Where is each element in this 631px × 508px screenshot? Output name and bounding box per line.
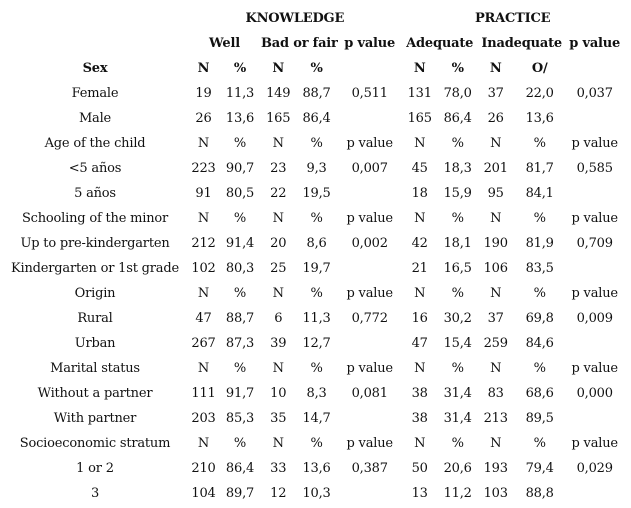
cell-bad-pct: 88,7	[302, 86, 331, 101]
cell-practice-p-value: 0,009	[576, 311, 613, 326]
column-header-bad-n: N	[272, 436, 284, 451]
table-row	[2, 331, 624, 356]
cell-well-n: 91	[195, 186, 212, 201]
cell-well-n: 267	[191, 336, 216, 351]
row-label: Kindergarten or 1st grade	[11, 261, 179, 276]
column-header-well-pct: %	[233, 436, 247, 451]
cell-adequate-n: 42	[411, 236, 428, 251]
column-header-bad-pct: %	[310, 361, 323, 376]
cell-inadequate-pct: 13,6	[525, 111, 554, 126]
cell-well-pct: 91,7	[225, 386, 255, 401]
cell-bad-pct: 9,3	[306, 161, 327, 176]
section-title: Origin	[74, 286, 116, 301]
cell-adequate-n: 18	[411, 186, 428, 201]
sub-header-well: Well	[209, 36, 240, 51]
cell-inadequate-n: 201	[483, 161, 508, 176]
cell-inadequate-n: 193	[483, 461, 508, 476]
column-header-inadequate-pct: %	[533, 436, 546, 451]
cell-inadequate-n: 103	[483, 486, 508, 501]
column-header-adequate-pct: %	[451, 136, 464, 151]
column-header-bad-pct: %	[310, 286, 323, 301]
cell-practice-p-value: 0,037	[576, 86, 613, 101]
cell-well-pct: 80,5	[225, 186, 255, 201]
cell-inadequate-pct: 84,6	[525, 336, 554, 351]
column-header-well-pct: %	[233, 61, 247, 76]
cell-adequate-n: 47	[411, 336, 428, 351]
column-header-bad-pct: %	[310, 61, 323, 76]
column-header-practice-p-value: p value	[571, 436, 618, 451]
cell-practice-p-value	[566, 256, 624, 281]
sub-header-adequate: Adequate	[406, 36, 474, 51]
cell-practice-p-value: 0,000	[576, 386, 613, 401]
table-row	[2, 456, 624, 481]
row-label: Up to pre-kindergarten	[20, 236, 170, 251]
cell-knowledge-p-value: 0,002	[351, 236, 388, 251]
column-header-well-pct: %	[233, 136, 247, 151]
row-label: Female	[71, 86, 119, 101]
cell-inadequate-pct: 68,6	[525, 386, 554, 401]
section-header-row	[2, 206, 624, 231]
cell-bad-n: 35	[270, 411, 287, 426]
section-header-row	[2, 131, 624, 156]
cell-adequate-n: 38	[411, 386, 428, 401]
row-label: Urban	[74, 336, 116, 351]
cell-knowledge-p-value	[338, 481, 402, 506]
cell-practice-p-value	[566, 481, 624, 506]
cell-inadequate-n: 106	[483, 261, 508, 276]
table-row	[2, 381, 624, 406]
cell-well-pct: 90,7	[225, 161, 255, 176]
cell-practice-p-value: 0,709	[576, 236, 613, 251]
column-header-adequate-pct: %	[451, 436, 464, 451]
row-label: 1 or 2	[76, 461, 114, 476]
row-label: 3	[90, 486, 100, 501]
table-row	[2, 181, 624, 206]
cell-inadequate-n: 213	[483, 411, 508, 426]
cell-bad-n: 25	[270, 261, 287, 276]
column-header-inadequate-n: N	[490, 136, 502, 151]
cell-adequate-n: 50	[411, 461, 428, 476]
cell-well-n: 26	[195, 111, 212, 126]
cell-bad-n: 39	[270, 336, 287, 351]
column-header-bad-n: N	[272, 211, 284, 226]
sub-header-row	[2, 31, 624, 56]
cell-practice-p-value	[566, 406, 624, 431]
column-header-knowledge-p-value: p value	[346, 136, 393, 151]
column-header-inadequate-n: N	[490, 211, 502, 226]
cell-adequate-pct: 20,6	[443, 461, 472, 476]
cell-well-pct: 86,4	[225, 461, 255, 476]
cell-well-n: 47	[195, 311, 212, 326]
empty-cell	[2, 31, 188, 56]
row-label: Male	[78, 111, 112, 126]
column-header-practice-p-value: p value	[571, 211, 618, 226]
cell-well-pct: 11,3	[225, 86, 255, 101]
cell-adequate-pct: 31,4	[443, 411, 472, 426]
cell-inadequate-n: 83	[487, 386, 504, 401]
group-header-practice: PRACTICE	[474, 11, 551, 26]
cell-knowledge-p-value	[338, 106, 402, 131]
row-label: 5 años	[74, 186, 116, 201]
cell-well-pct: 80,3	[225, 261, 255, 276]
cell-inadequate-pct: 69,8	[525, 311, 554, 326]
cell-knowledge-p-value: 0,511	[351, 86, 388, 101]
cell-adequate-pct: 18,3	[443, 161, 472, 176]
cell-bad-n: 22	[270, 186, 287, 201]
knowledge-practice-table	[2, 6, 624, 506]
cell-practice-p-value	[566, 106, 624, 131]
cell-inadequate-pct: 81,7	[525, 161, 554, 176]
cell-bad-pct: 19,5	[302, 186, 331, 201]
section-header-row	[2, 56, 624, 81]
cell-well-pct: 88,7	[225, 311, 255, 326]
cell-adequate-pct: 11,2	[443, 486, 472, 501]
cell-adequate-pct: 15,9	[443, 186, 472, 201]
row-label: Rural	[77, 311, 113, 326]
cell-adequate-pct: 15,4	[443, 336, 472, 351]
column-header-well-pct: %	[233, 361, 247, 376]
table-row	[2, 256, 624, 281]
cell-bad-n: 10	[270, 386, 287, 401]
cell-adequate-pct: 16,5	[443, 261, 472, 276]
table-row	[2, 106, 624, 131]
cell-well-pct: 89,7	[225, 486, 255, 501]
column-header-well-n: N	[197, 361, 210, 376]
cell-inadequate-pct: 84,1	[525, 186, 554, 201]
section-title: Socioeconomic stratum	[19, 436, 171, 451]
column-header-adequate-pct: %	[451, 361, 464, 376]
column-header-inadequate-n: N	[490, 361, 502, 376]
cell-adequate-pct: 78,0	[443, 86, 472, 101]
column-header-adequate-n: N	[414, 361, 426, 376]
cell-adequate-pct: 31,4	[443, 386, 472, 401]
cell-practice-p-value	[566, 181, 624, 206]
column-header-well-pct: %	[233, 211, 247, 226]
table-row	[2, 81, 624, 106]
cell-inadequate-pct: 81,9	[525, 236, 554, 251]
sub-header-p-value-practice: p value	[569, 36, 621, 51]
cell-adequate-n: 13	[411, 486, 428, 501]
cell-bad-n: 20	[270, 236, 287, 251]
column-header-practice-p-value	[566, 56, 624, 81]
column-header-practice-p-value: p value	[571, 136, 618, 151]
cell-bad-n: 33	[270, 461, 287, 476]
cell-well-n: 19	[195, 86, 212, 101]
cell-adequate-n: 131	[407, 86, 432, 101]
cell-well-pct: 87,3	[225, 336, 255, 351]
column-header-inadequate-n: N	[490, 436, 502, 451]
cell-adequate-n: 38	[411, 411, 428, 426]
sub-header-bad-or-fair: Bad or fair	[261, 36, 338, 51]
column-header-inadequate-n: N	[489, 61, 502, 76]
column-header-adequate-pct: %	[451, 286, 464, 301]
column-header-inadequate-pct: %	[533, 136, 546, 151]
cell-well-n: 212	[191, 236, 216, 251]
cell-bad-pct: 10,3	[302, 486, 331, 501]
section-header-row	[2, 356, 624, 381]
column-header-well-n: N	[197, 436, 210, 451]
column-header-knowledge-p-value: p value	[346, 361, 393, 376]
cell-adequate-n: 165	[407, 111, 432, 126]
column-header-bad-n: N	[272, 61, 285, 76]
section-title: Age of the child	[44, 136, 146, 151]
section-title: Schooling of the minor	[21, 211, 169, 226]
column-header-well-n: N	[197, 136, 210, 151]
cell-bad-pct: 14,7	[302, 411, 331, 426]
row-label: Without a partner	[37, 386, 153, 401]
cell-adequate-pct: 86,4	[443, 111, 472, 126]
cell-knowledge-p-value	[338, 406, 402, 431]
column-header-inadequate-pct: %	[533, 361, 546, 376]
cell-well-pct: 85,3	[225, 411, 255, 426]
cell-bad-n: 165	[266, 111, 291, 126]
cell-well-n: 104	[191, 486, 216, 501]
cell-inadequate-pct: 79,4	[525, 461, 554, 476]
cell-bad-pct: 12,7	[302, 336, 331, 351]
cell-adequate-n: 45	[411, 161, 428, 176]
cell-knowledge-p-value	[338, 256, 402, 281]
column-header-bad-pct: %	[310, 436, 323, 451]
cell-practice-p-value: 0,585	[576, 161, 613, 176]
column-header-knowledge-p-value: p value	[346, 286, 393, 301]
cell-inadequate-pct: 22,0	[525, 86, 554, 101]
cell-adequate-pct: 18,1	[443, 236, 472, 251]
cell-bad-pct: 8,3	[306, 386, 327, 401]
table-row	[2, 306, 624, 331]
row-label: With partner	[53, 411, 137, 426]
column-header-knowledge-p-value	[338, 56, 402, 81]
column-header-adequate-n: N	[414, 286, 426, 301]
cell-knowledge-p-value: 0,007	[351, 161, 388, 176]
cell-bad-pct: 86,4	[302, 111, 331, 126]
cell-bad-n: 23	[270, 161, 287, 176]
cell-inadequate-n: 190	[483, 236, 508, 251]
group-header-knowledge: KNOWLEDGE	[245, 11, 345, 26]
cell-inadequate-n: 26	[487, 111, 504, 126]
cell-knowledge-p-value: 0,387	[351, 461, 388, 476]
cell-well-n: 102	[191, 261, 216, 276]
cell-bad-n: 6	[274, 311, 283, 326]
cell-adequate-n: 21	[411, 261, 428, 276]
sub-header-inadequate: Inadequate	[481, 36, 562, 51]
cell-well-pct: 91,4	[225, 236, 255, 251]
column-header-bad-pct: %	[310, 136, 323, 151]
cell-bad-n: 12	[270, 486, 287, 501]
cell-inadequate-n: 95	[487, 186, 504, 201]
column-header-knowledge-p-value: p value	[346, 211, 393, 226]
column-header-adequate-pct: %	[451, 61, 464, 76]
column-header-bad-pct: %	[310, 211, 323, 226]
column-header-inadequate-n: N	[490, 286, 502, 301]
cell-inadequate-n: 259	[483, 336, 508, 351]
cell-inadequate-n: 37	[487, 86, 504, 101]
cell-knowledge-p-value: 0,772	[351, 311, 388, 326]
table-row	[2, 156, 624, 181]
cell-well-n: 111	[191, 386, 216, 401]
section-header-row	[2, 281, 624, 306]
section-header-row	[2, 431, 624, 456]
column-header-well-n: N	[197, 286, 210, 301]
cell-well-n: 210	[191, 461, 216, 476]
column-header-inadequate-pct: %	[533, 286, 546, 301]
cell-well-pct: 13,6	[225, 111, 255, 126]
column-header-well-n: N	[197, 61, 210, 76]
column-header-bad-n: N	[272, 136, 284, 151]
column-header-adequate-n: N	[414, 436, 426, 451]
cell-knowledge-p-value	[338, 331, 402, 356]
column-header-bad-n: N	[272, 361, 284, 376]
sub-header-p-value-knowledge: p value	[344, 36, 396, 51]
cell-practice-p-value: 0,029	[576, 461, 613, 476]
empty-cell	[2, 6, 188, 31]
cell-knowledge-p-value: 0,081	[351, 386, 388, 401]
column-header-adequate-n: N	[414, 211, 426, 226]
cell-adequate-n: 16	[411, 311, 428, 326]
cell-bad-pct: 19,7	[302, 261, 331, 276]
group-header-row	[2, 6, 624, 31]
column-header-well-pct: %	[233, 286, 247, 301]
section-title: Marital status	[50, 361, 140, 376]
cell-bad-pct: 11,3	[302, 311, 331, 326]
cell-well-n: 203	[191, 411, 216, 426]
column-header-practice-p-value: p value	[571, 286, 618, 301]
cell-adequate-pct: 30,2	[443, 311, 472, 326]
cell-practice-p-value	[566, 331, 624, 356]
column-header-adequate-n: N	[413, 61, 426, 76]
column-header-inadequate-pct: %	[533, 211, 546, 226]
row-label: <5 años	[68, 161, 122, 176]
cell-well-n: 223	[191, 161, 216, 176]
column-header-well-n: N	[197, 211, 210, 226]
table-row	[2, 406, 624, 431]
column-header-adequate-n: N	[414, 136, 426, 151]
column-header-bad-n: N	[272, 286, 284, 301]
cell-inadequate-pct: 89,5	[525, 411, 554, 426]
column-header-adequate-pct: %	[451, 211, 464, 226]
cell-bad-n: 149	[266, 86, 291, 101]
cell-bad-pct: 8,6	[306, 236, 327, 251]
column-header-practice-p-value: p value	[571, 361, 618, 376]
column-header-inadequate-pct: O/	[531, 61, 548, 76]
cell-inadequate-pct: 88,8	[525, 486, 554, 501]
table-row	[2, 481, 624, 506]
cell-knowledge-p-value	[338, 181, 402, 206]
cell-inadequate-pct: 83,5	[525, 261, 554, 276]
section-title: Sex	[82, 61, 108, 76]
cell-bad-pct: 13,6	[302, 461, 331, 476]
table-row	[2, 231, 624, 256]
cell-inadequate-n: 37	[487, 311, 504, 326]
column-header-knowledge-p-value: p value	[346, 436, 393, 451]
